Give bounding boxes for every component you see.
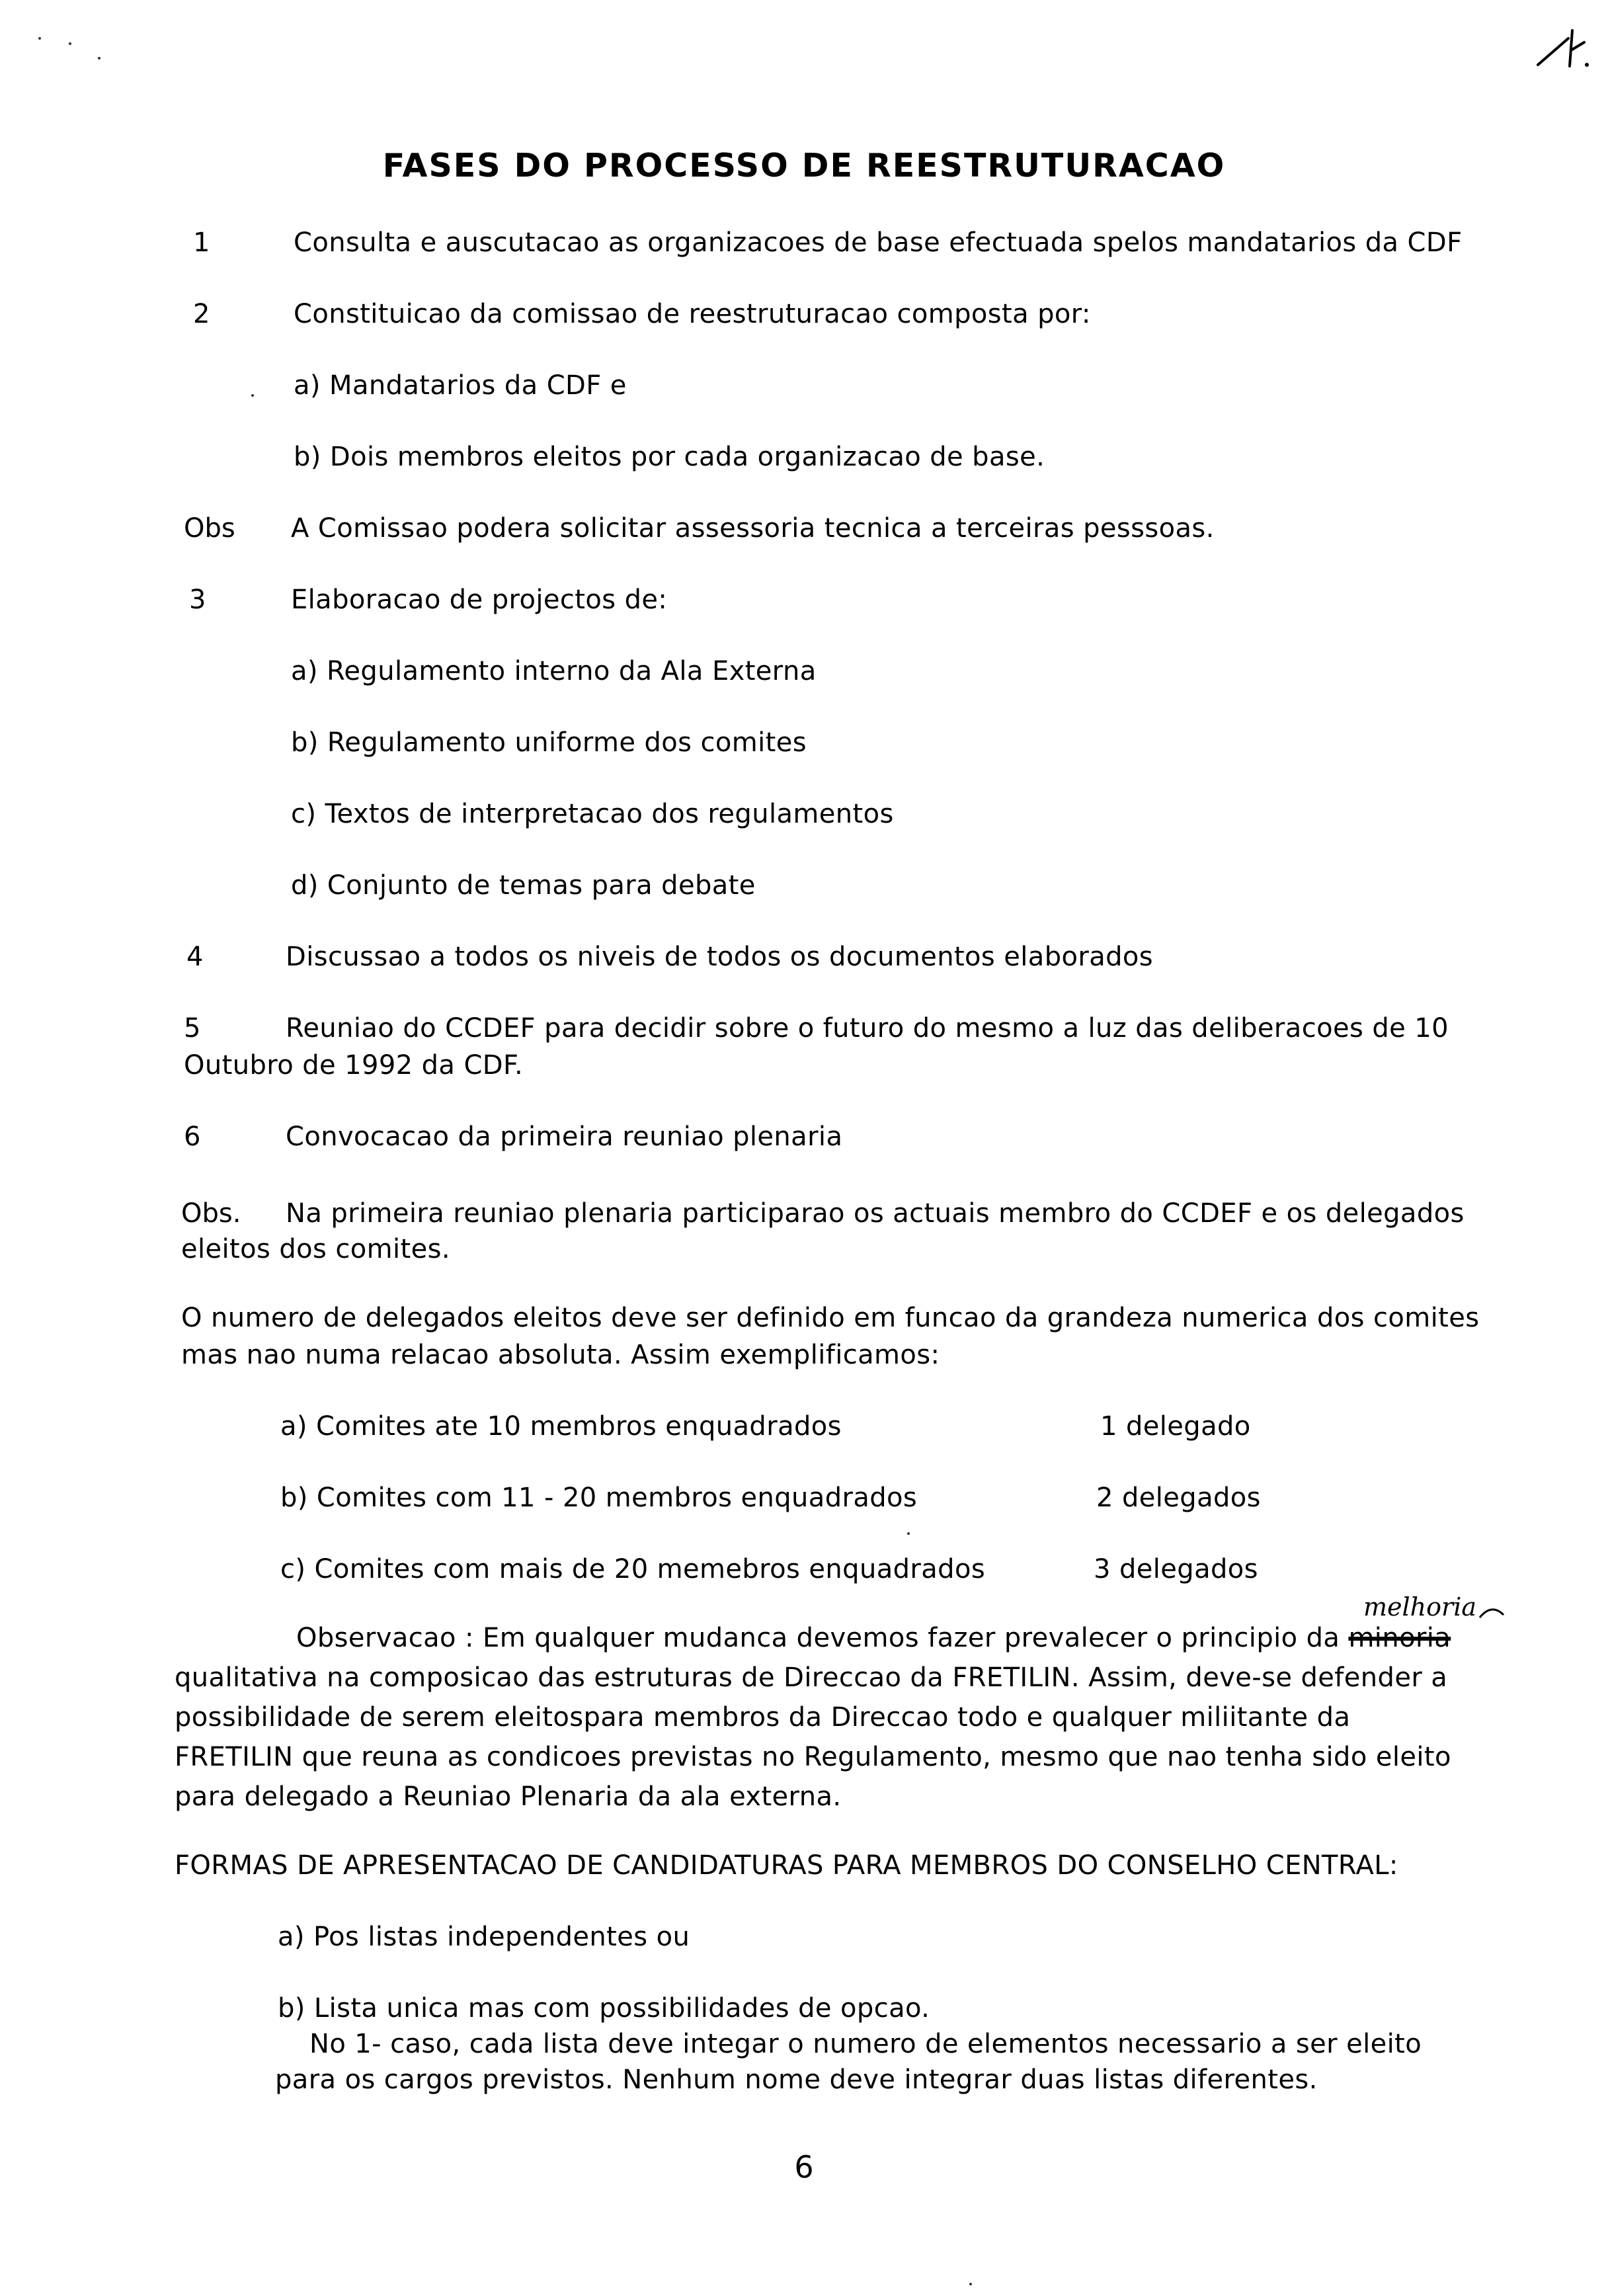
observacao-text-pre: Observacao : Em qualquer mudanca devemos fazer prevalecer o principio da xyxy=(296,1623,1340,1653)
handwritten-correction: melhoria xyxy=(1363,1592,1476,1621)
item-text: Reuniao do CCDEF para decidir sobre o futuro do mesmo a luz das deliberacoes de 10 xyxy=(286,1013,1449,1044)
item-text: Discussao a todos os niveis de todos os documentos elaborados xyxy=(286,942,1154,972)
scan-speck xyxy=(969,2283,972,2285)
sub-item: b) Dois membros eleitos por cada organizacao de base. xyxy=(294,442,1045,472)
observacao-text: FRETILIN que reuna as condicoes previstas no Regulamento, mesmo que nao tenha sido eleito xyxy=(175,1742,1451,1772)
item-number: 4 xyxy=(186,942,204,972)
struck-word: minoria xyxy=(1348,1623,1451,1653)
item-text: Consulta e auscutacao as organizacoes de base efectuada spelos mandatarios da CDF xyxy=(294,227,1463,258)
delegate-row-value: 2 delegados xyxy=(1096,1483,1261,1513)
scan-speck xyxy=(98,57,100,60)
scan-speck xyxy=(69,42,71,45)
obs-label: Obs xyxy=(184,513,235,544)
sub-item: d) Conjunto de temas para debate xyxy=(291,870,756,901)
observacao-text: possibilidade de serem eleitospara membros da Direccao todo e qualquer miliitante da xyxy=(175,1702,1351,1733)
obs-text-continued: eleitos dos comites. xyxy=(181,1234,450,1264)
delegates-intro: mas nao numa relacao absoluta. Assim exemplificamos: xyxy=(181,1340,940,1370)
item-number: 3 xyxy=(189,585,206,615)
sub-item: b) Regulamento uniforme dos comites xyxy=(291,727,807,758)
handwritten-caret xyxy=(1478,1606,1505,1621)
scan-speck xyxy=(38,37,41,40)
item-text-continued: Outubro de 1992 da CDF. xyxy=(184,1050,524,1081)
formas-note: para os cargos previstos. Nenhum nome deve integrar duas listas diferentes. xyxy=(275,2065,1318,2095)
sub-item: a) Regulamento interno da Ala Externa xyxy=(291,656,817,686)
obs-text: A Comissao podera solicitar assessoria tecnica a terceiras pesssoas. xyxy=(291,513,1215,544)
delegates-intro: O numero de delegados eleitos deve ser definido em funcao da grandeza numerica dos comites xyxy=(181,1303,1480,1333)
scan-speck xyxy=(907,1532,910,1535)
formas-option: b) Lista unica mas com possibilidades de opcao. xyxy=(278,1993,930,2024)
delegate-row-value: 3 delegados xyxy=(1094,1554,1258,1584)
item-text: Elaboracao de projectos de: xyxy=(291,585,668,615)
page-number: 6 xyxy=(794,2149,814,2185)
delegate-row-value: 1 delegado xyxy=(1100,1411,1251,1442)
handwritten-page-mark xyxy=(1534,26,1600,73)
formas-note: No 1- caso, cada lista deve integar o numero de elementos necessario a ser eleito xyxy=(309,2029,1422,2059)
item-number: 6 xyxy=(184,1122,201,1152)
sub-item: a) Mandatarios da CDF e xyxy=(294,370,627,401)
formas-option: a) Pos listas independentes ou xyxy=(278,1922,690,1952)
item-text: Constituicao da comissao de reestruturacao composta por: xyxy=(294,299,1091,329)
item-number: 5 xyxy=(184,1013,201,1044)
sub-item: c) Textos de interpretacao dos regulamentos xyxy=(291,799,894,829)
obs-text: Na primeira reuniao plenaria participarao os actuais membro do CCDEF e os delegados xyxy=(286,1198,1465,1229)
observacao-text xyxy=(296,1620,1451,1656)
observacao-text: para delegado a Reuniao Plenaria da ala externa. xyxy=(175,1782,842,1812)
obs-label: Obs. xyxy=(181,1198,241,1229)
document-title: FASES DO PROCESSO DE REESTRUTURACAO xyxy=(382,147,1226,184)
delegate-row-label: a) Comites ate 10 membros enquadrados xyxy=(280,1411,842,1442)
delegate-row-label: b) Comites com 11 - 20 membros enquadrados xyxy=(280,1483,918,1513)
delegate-row-label: c) Comites com mais de 20 memebros enquadrados xyxy=(280,1554,986,1584)
section-heading: FORMAS DE APRESENTACAO DE CANDIDATURAS PARA MEMBROS DO CONSELHO CENTRAL: xyxy=(175,1850,1398,1881)
item-number: 1 xyxy=(193,227,210,258)
scan-speck xyxy=(251,394,254,397)
item-text: Convocacao da primeira reuniao plenaria xyxy=(286,1122,843,1152)
item-number: 2 xyxy=(193,299,210,329)
observacao-text: qualitativa na composicao das estruturas de Direccao da FRETILIN. Assim, deve-se defender a xyxy=(175,1662,1448,1693)
